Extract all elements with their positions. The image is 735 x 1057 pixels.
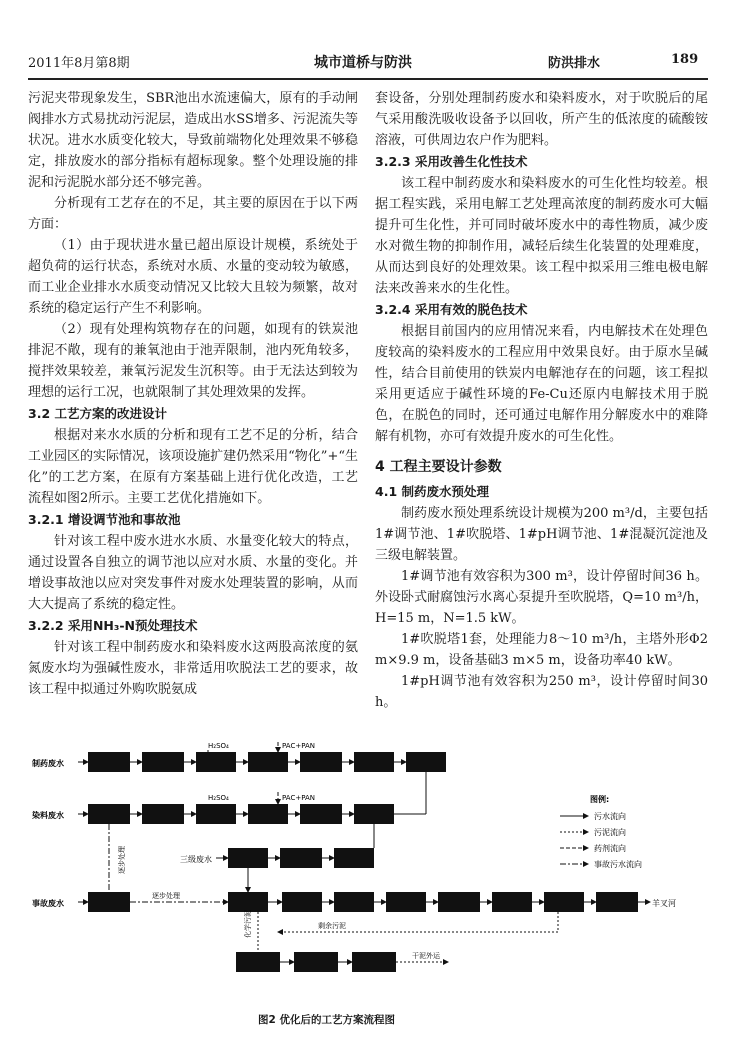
- process-box: [294, 952, 338, 972]
- process-box: [282, 892, 322, 912]
- legend-title: 图例:: [590, 795, 610, 804]
- process-box: [228, 892, 268, 912]
- process-box: [248, 752, 288, 772]
- legend-item: 事故污水流向: [594, 860, 642, 869]
- label-gradual-v: 逐步处理: [118, 846, 126, 874]
- process-box: [228, 848, 268, 868]
- section-name: 防洪排水: [548, 56, 601, 71]
- legend-item: 药剂流向: [594, 844, 626, 853]
- process-flow-figure: [28, 740, 708, 1010]
- label-h2so4: H₂SO₄: [208, 742, 229, 750]
- process-box: [236, 952, 280, 972]
- subsection-heading: 3.2.4 采用有效的脱色技术: [375, 302, 528, 317]
- subsection-heading: 3.2.2 采用NH₃-N预处理技术: [28, 618, 198, 633]
- process-box: [300, 752, 342, 772]
- label-dry-out: 干泥外运: [412, 952, 440, 960]
- process-box: [248, 804, 288, 824]
- paragraph: 1#pH调节池有效容积为250 m³，设计停留时间30 h。: [375, 674, 708, 710]
- paragraph: 针对该工程中废水进水水质、水量变化较大的特点，通过设置各自独立的调节池以应对水质、水量的变化。并增设事故池以应对突发事件对废水处理装置的影响，从而大大提高了系统的稳定性。: [28, 534, 358, 612]
- paragraph: 1#吹脱塔1套，处理能力8～10 m³/h，主塔外形Φ2 m×9.9 m，设备基础3 m×5 m，设备功率40 kW。: [375, 632, 708, 668]
- header-rule: [28, 78, 708, 80]
- label-accident: 事故废水: [32, 899, 64, 908]
- subsection-heading: 4.1 制药废水预处理: [375, 484, 489, 499]
- paragraph: 根据目前国内的应用情况来看，内电解技术在处理色度较高的染料废水的工程应用中效果良好。由于原水呈碱性，结合目前使用的铁炭内电解池存在的问题，该工程拟采用更适应于碱性环境的Fe-Cu还原内电解技术用于脱色，在脱色的同时，还可通过电解作用分解废水中的难降解有机物，亦可有效提升废水的可生化性。: [375, 324, 708, 444]
- process-box: [544, 892, 584, 912]
- flow-diagram: [28, 740, 708, 1010]
- label-excess-sludge: 剩余污泥: [318, 922, 346, 930]
- process-box: [438, 892, 480, 912]
- right-column: [375, 88, 708, 713]
- paragraph: （1）由于现状进水量已超出原设计规模，系统处于超负荷的运行状态，系统对水质、水量的变动较为敏感，而工业企业排水水质变动情况又比较大且较为频繁，故对系统的稳定运行产生不利影响。: [28, 238, 358, 316]
- paragraph: 制药废水预处理系统设计规模为200 m³/d，主要包括1#调节池、1#吹脱塔、1#pH调节池、1#混凝沉淀池及三级电解装置。: [375, 506, 708, 563]
- process-box: [334, 892, 374, 912]
- label-outlet: 羊叉河: [652, 899, 676, 908]
- paragraph: 套设备，分别处理制药废水和染料废水，对于吹脱后的尾气采用酸洗吸收设备予以回收，所产生的低浓度的硫酸铵溶液，可供周边农户作为肥料。: [375, 91, 708, 148]
- process-box: [196, 804, 236, 824]
- legend: [560, 794, 642, 869]
- paragraph: 1#调节池有效容积为300 m³，设计停留时间36 h。外设卧式耐腐蚀污水离心泵提升至吹脱塔，Q=10 m³/h，H=15 m，N=1.5 kW。: [375, 569, 708, 626]
- process-box: [406, 752, 446, 772]
- issue-date: 2011年8月第8期: [28, 56, 130, 71]
- process-box: [334, 848, 374, 868]
- process-box: [280, 848, 322, 868]
- process-box: [88, 892, 130, 912]
- label-gradual-h: 逐步处理: [152, 892, 180, 900]
- journal-name: 城市道桥与防洪: [314, 55, 412, 71]
- process-box: [492, 892, 532, 912]
- process-box: [88, 752, 130, 772]
- left-column: [28, 88, 358, 700]
- process-box: [596, 892, 638, 912]
- paragraph: 针对该工程中制药废水和染料废水这两股高浓度的氨氮废水均为强碱性废水，非常适用吹脱法工艺的要求，故该工程中拟通过外购吹脱氨成: [28, 640, 358, 697]
- process-box: [352, 952, 396, 972]
- paragraph: （2）现有处理构筑物存在的问题，如现有的铁炭池排泥不敞，现有的兼氧池由于池弄限制，池内死角较多，搅拌效果较差，兼氧污泥发生沉积等。由于无法达到较为理想的运行工况，也就限制了其处理效果的发挥。: [28, 322, 358, 400]
- page-number: 189: [671, 52, 699, 67]
- subsection-heading: 3.2.3 采用改善生化性技术: [375, 154, 528, 169]
- legend-item: 污泥流向: [594, 828, 626, 837]
- process-box: [88, 804, 130, 824]
- label-h2so4: H₂SO₄: [208, 794, 229, 802]
- process-box: [386, 892, 426, 912]
- paragraph: 该工程中制药废水和染料废水的可生化性均较差。根据工程实践，采用电解工艺处理高浓度的制药废水可大幅提升可生化性，并可同时破坏废水中的毒性物质，减少废水对微生物的抑制作用，减轻后续生化装置的处理难度，从而达到良好的处理效果。该工程中拟采用三维电极电解法来改善来水的生化性。: [375, 176, 708, 296]
- process-box: [142, 752, 184, 772]
- process-box: [354, 752, 394, 772]
- legend-item: 污水流向: [594, 812, 626, 821]
- label-dye: 染料废水: [32, 811, 64, 820]
- paragraph: 污泥夹带现象发生，SBR池出水流速偏大，原有的手动闸阀排水方式易扰动污泥层，造成出水SS增多、污泥流失等状况。进水水质变化较大，导致前端物化处理效果不够稳定，排放废水的部分指标有超标现象。整个处理设施的排泥和污泥脱水部分还不够完善。: [28, 91, 358, 190]
- process-box: [142, 804, 184, 824]
- label-pharma: 制药废水: [32, 759, 64, 768]
- paragraph: 分析现有工艺存在的不足，其主要的原因在于以下两方面：: [28, 196, 358, 232]
- label-chem-sludge: 化学污泥: [244, 910, 252, 938]
- figure-caption: 图2 优化后的工艺方案流程图: [258, 1014, 395, 1026]
- paragraph: 根据对来水水质的分析和现有工艺不足的分析，结合工业园区的实际情况，该项设施扩建仍然采用“物化”+“生化”的工艺方案，在原有方案基础上进行优化改造，工艺流程如图2所示。主要工艺优化措施如下。: [28, 428, 358, 506]
- chapter-heading: 4 工程主要设计参数: [375, 459, 502, 475]
- process-box: [354, 804, 394, 824]
- process-box: [196, 752, 236, 772]
- subsection-heading: 3.2.1 增设调节池和事故池: [28, 512, 181, 527]
- label-pac: PAC+PAN: [282, 794, 315, 802]
- page-header: [28, 50, 708, 74]
- process-box: [300, 804, 342, 824]
- label-third: 三级废水: [180, 855, 212, 864]
- label-pac: PAC+PAN: [282, 742, 315, 750]
- section-heading: 3.2 工艺方案的改进设计: [28, 406, 167, 421]
